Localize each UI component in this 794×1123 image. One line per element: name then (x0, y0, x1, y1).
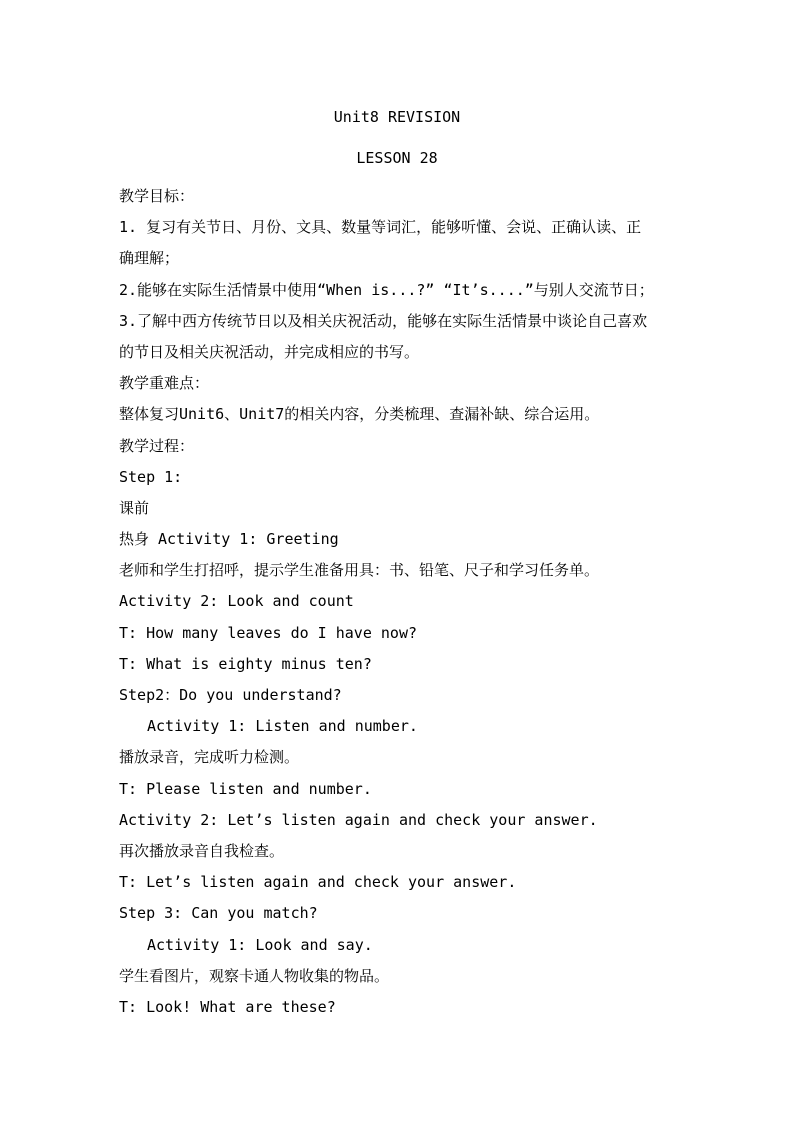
step-1-heading: Step 1: (119, 467, 183, 486)
document-body (119, 181, 679, 1023)
teacher-question-look: T: Look! What are these? (119, 997, 336, 1016)
objective-1-line-1: 1. 复习有关节日、月份、文具、数量等词汇，能够听懂、会说、正确认读、正 (119, 218, 642, 237)
key-points-text: 整体复习Unit6、Unit7的相关内容，分类梳理、查漏补缺、综合运用。 (119, 405, 600, 424)
teacher-question-minus: T: What is eighty minus ten? (119, 654, 372, 673)
teacher-instruction-listen: T: Please listen and number. (119, 779, 372, 798)
section-heading-objectives: 教学目标： (119, 187, 195, 205)
section-heading-process: 教学过程： (119, 436, 195, 455)
objective-3-line-1: 3.了解中西方传统节日以及相关庆祝活动，能够在实际生活情景中谈论自己喜欢 (119, 311, 648, 330)
step-2-description-2: 再次播放录音自我检查。 (119, 841, 285, 860)
teacher-instruction-check: T: Let’s listen again and check your answer. (119, 873, 517, 892)
pre-class-label: 课前 (119, 498, 150, 517)
step-2-activity-1: Activity 1: Listen and number. (147, 717, 418, 736)
objective-2: 2.能够在实际生活情景中使用“When is...?” “It’s....”与别人交流节日； (119, 280, 654, 299)
objective-3-line-2: 的节日及相关庆祝活动，并完成相应的书写。 (119, 342, 420, 361)
warmup-activity-1: 热身 Activity 1: Greeting (119, 530, 339, 549)
section-heading-key-points: 教学重难点： (119, 374, 210, 393)
step-2-description-1: 播放录音，完成听力检测。 (119, 748, 300, 767)
page-title: Unit8 REVISION (333, 108, 461, 126)
step-3-description: 学生看图片，观察卡通人物收集的物品。 (119, 966, 390, 985)
step-2-heading: Step2：Do you understand? (119, 686, 342, 704)
activity-2-look-count: Activity 2: Look and count (119, 592, 354, 611)
teacher-question-leaves: T: How many leaves do I have now? (119, 623, 418, 642)
objective-1-line-2: 确理解； (119, 249, 180, 268)
warmup-description: 老师和学生打招呼，提示学生准备用具：书、铅笔、尺子和学习任务单。 (119, 561, 600, 580)
step-2-activity-2: Activity 2: Let’s listen again and check your answer. (119, 810, 598, 829)
step-3-activity-1: Activity 1: Look and say. (147, 935, 373, 954)
step-3-heading: Step 3: Can you match? (119, 904, 318, 923)
page-subtitle: LESSON 28 (356, 149, 438, 167)
